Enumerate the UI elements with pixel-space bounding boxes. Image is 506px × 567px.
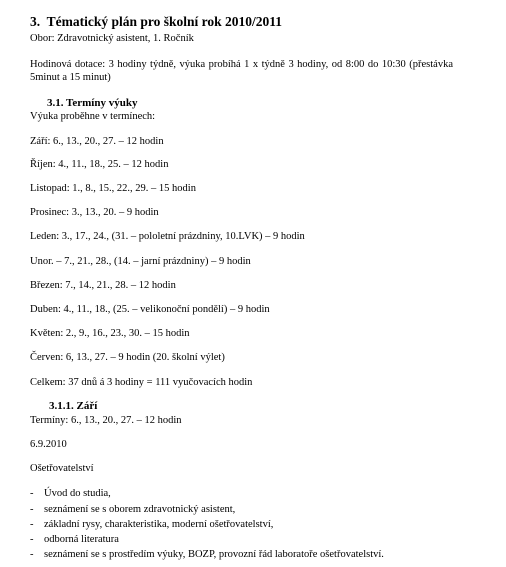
list-item-text: základní rysy, charakteristika, moderní ošetřovatelství, — [44, 519, 274, 530]
section-number: 3. — [30, 14, 41, 29]
month-line: Září: 6., 13., 20., 27. – 12 hodin — [30, 136, 164, 147]
zari-terminy: Termíny: 6., 13., 20., 27. – 12 hodin — [30, 415, 182, 426]
month-line: Duben: 4., 11., 18., (25. – velikonoční pondělí) – 9 hodin — [30, 304, 270, 315]
bullet-dash: - — [30, 534, 34, 545]
month-line: Leden: 3., 17., 24., (31. – pololetní prázdniny, 10.LVK) – 9 hodin — [30, 231, 305, 242]
bullet-dash: - — [30, 488, 34, 499]
section-title: Tématický plán pro školní rok 2010/2011 — [46, 14, 283, 29]
list-item — [30, 548, 384, 561]
list-item-text: seznámení se s oborem zdravotnický asistent, — [44, 504, 236, 515]
terminy-intro: Výuka proběhne v termínech: — [30, 111, 156, 122]
dotace-paragraph: Hodinová dotace: 3 hodiny týdně, výuka probíhá 1 x týdně 3 hodiny, od 8:00 do 10:30 (přestávka 5minut a 15 minut) — [30, 59, 453, 83]
month-line: Prosinec: 3., 13., 20. – 9 hodin — [30, 207, 159, 218]
list-item — [30, 503, 236, 516]
list-item — [30, 487, 111, 500]
bullet-dash: - — [30, 549, 34, 560]
list-item-text: odborná literatura — [44, 534, 119, 545]
list-item-text: seznámení se s prostředím výuky, BOZP, provozní řád laboratoře ošetřovatelství. — [44, 549, 384, 560]
list-item — [30, 518, 274, 531]
month-line: Březen: 7., 14., 21., 28. – 12 hodin — [30, 280, 176, 291]
list-item — [30, 533, 119, 546]
bullet-dash: - — [30, 504, 34, 515]
subject-line: Ošetřovatelství — [30, 463, 94, 474]
list-item-text: Úvod do studia, — [44, 488, 111, 499]
zari-heading: 3.1.1. Září — [49, 400, 98, 412]
bullet-dash: - — [30, 519, 34, 530]
section-heading — [30, 14, 282, 30]
month-line: Listopad: 1., 8., 15., 22., 29. – 15 hodin — [30, 183, 196, 194]
date-line: 6.9.2010 — [30, 439, 67, 450]
month-line: Červen: 6, 13., 27. – 9 hodin (20. školní výlet) — [30, 352, 225, 363]
month-line: Unor. – 7., 21., 28., (14. – jarní prázdniny) – 9 hodin — [30, 256, 251, 267]
month-line: Říjen: 4., 11., 18., 25. – 12 hodin — [30, 159, 169, 170]
month-line: Květen: 2., 9., 16., 23., 30. – 15 hodin — [30, 328, 190, 339]
terminy-heading: 3.1. Termíny výuky — [47, 97, 138, 109]
obor-line: Obor: Zdravotnický asistent, 1. Ročník — [30, 33, 194, 44]
total-line: Celkem: 37 dnů á 3 hodiny = 111 vyučovacích hodin — [30, 377, 253, 388]
